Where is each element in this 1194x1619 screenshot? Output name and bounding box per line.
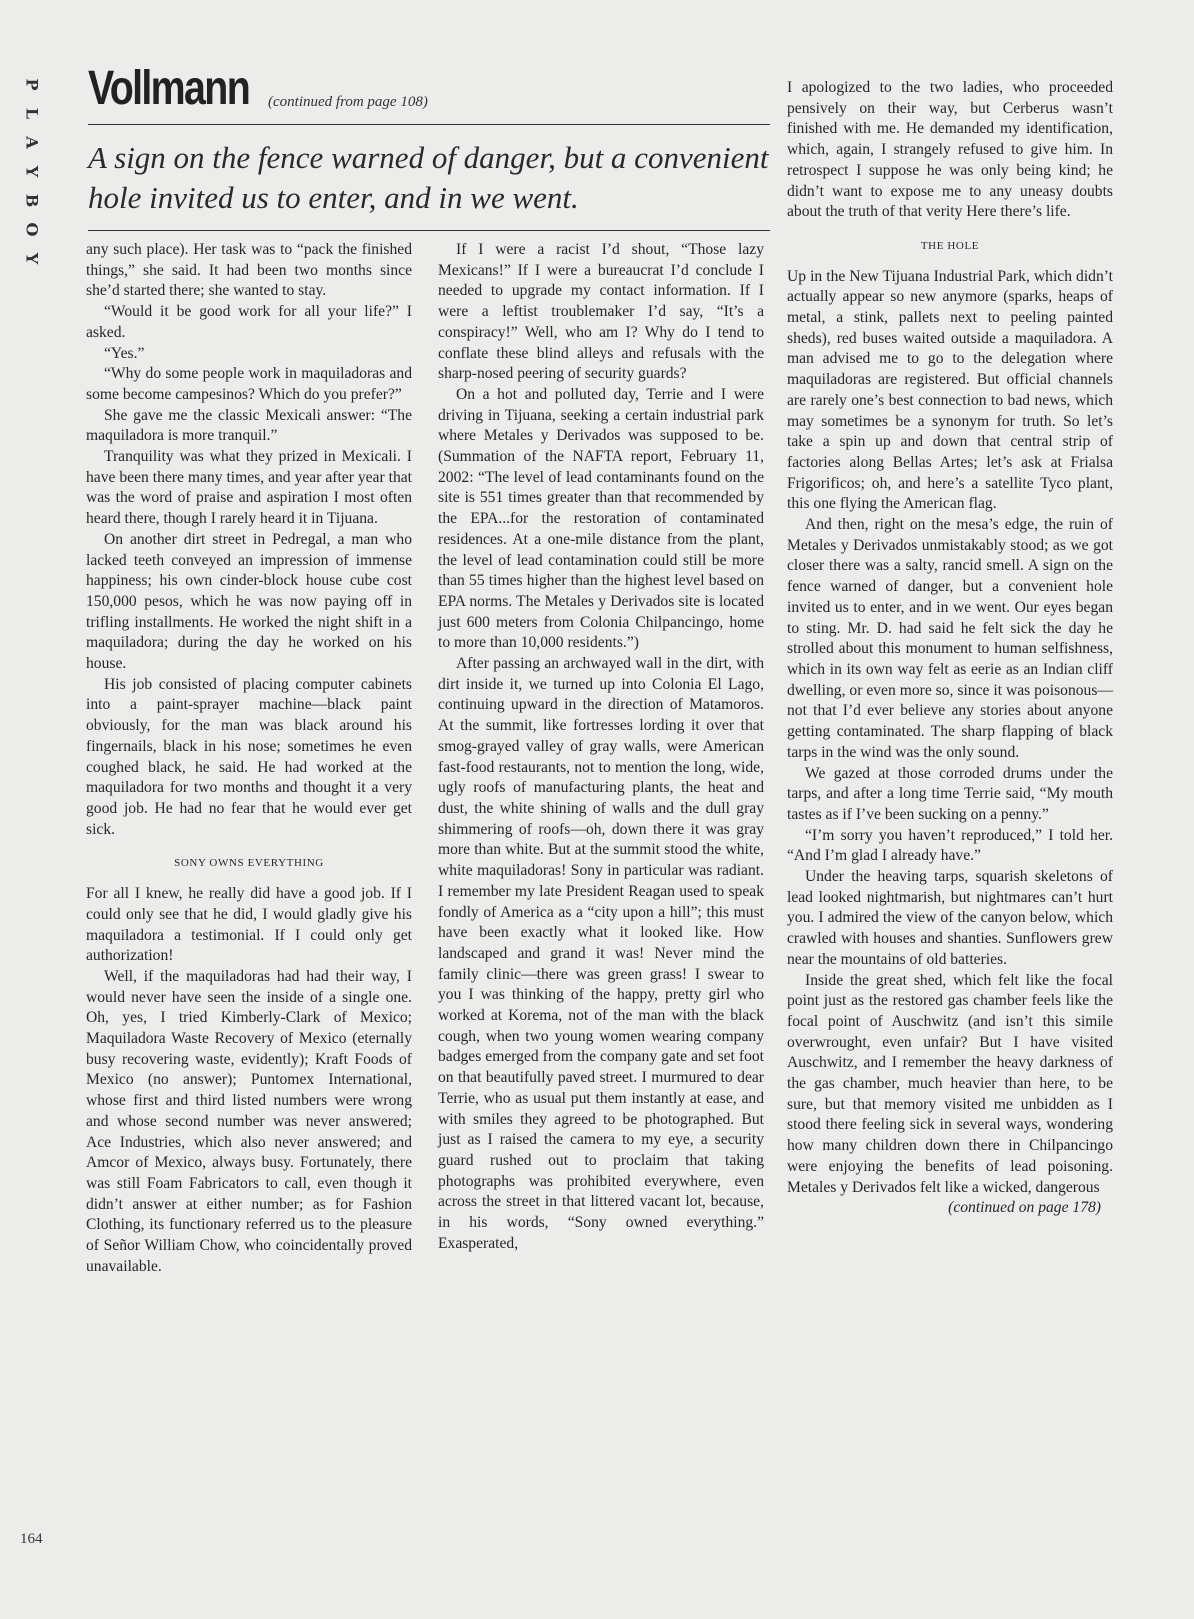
page-number: 164	[20, 1531, 43, 1547]
body-paragraph: “Would it be good work for all your life?” I asked.	[86, 303, 412, 341]
text-column-2	[438, 240, 764, 1254]
side-mark-letter: Y	[22, 252, 42, 265]
body-paragraph: She gave me the classic Mexicali answer: “The maquiladora is more tranquil.”	[86, 406, 412, 445]
body-paragraph: On another dirt street in Pedregal, a man who lacked teeth conveyed an impression of immense happiness; his own cinder-block house cube cost 150,000 pesos, which he was now paying off in trifling installments. He worked the night shift in a maquiladora; during the day he worked on his house.	[86, 530, 412, 673]
body-paragraph: “I’m sorry you haven’t reproduced,” I told her. “And I’m glad I already have.”	[787, 826, 1113, 865]
body-paragraph: “Why do some people work in maquiladoras and some become campesinos? Which do you prefer?”	[86, 365, 412, 403]
body-paragraph: On a hot and polluted day, Terrie and I were driving in Tijuana, seeking a certain industrial park where Metales y Derivados was supposed to be. (Summation of the NAFTA report, February 11, 2002: “The level of lead contaminants found on the site is 551 times greater than that recommended by the EPA...for the restoration of contaminated residences. At a one-mile distance from the plant, the level of lead contamination could still be more than 55 times higher than the highest level based on EPA norms. The Metales y Derivados site is located just 600 meters from Colonia Chilpancingo, home to more than 10,000 residents.”)	[438, 385, 764, 652]
side-mark-letter: O	[22, 222, 42, 237]
magazine-side-mark	[18, 70, 46, 273]
side-mark-letter: B	[22, 193, 42, 208]
body-paragraph: For all I knew, he really did have a good job. If I could only see that he did, I would gladly give his maquiladora a testimonial. If I could only get authorization!	[86, 885, 412, 965]
body-paragraph: Up in the New Tijuana Industrial Park, which didn’t actually appear so new anymore (sparks, heaps of metal, a stink, pallets next to peeling painted sheds), red buses waited outside a maquiladora. A man advised me to go to the delegation where maquiladoras are registered. But official channels are rarely one’s best connection to bad news, which may sometimes be a synonym for truth. So let’s take a spin up and down that central strip of factories along Bellas Artes; let’s ask at Frialsa Frigorificos; oh, and here’s a satellite Tyco plant, this one flying the American flag.	[787, 267, 1113, 513]
body-paragraph: And then, right on the mesa’s edge, the ruin of Metales y Derivados unmistakably stood; as we got closer there was a salty, rancid smell. A sign on the fence warned of danger, but a convenient hole invited us to enter, and in we went. Our eyes began to sting. Mr. D. had said he felt sick the day he strolled about this monument to human selfishness, which in its own way felt as eerie as an Indian cliff dwelling, or even more so, since it was poisonous—not that I’d ever believe any stories about anyone getting contaminated. The sharp flapping of black tarps in the wind was the only sound.	[787, 516, 1113, 761]
continued-from-note: (continued from page 108)	[268, 94, 428, 110]
side-mark-letter: P	[22, 78, 42, 91]
body-paragraph: If I were a racist I’d shout, “Those lazy Mexicans!” If I were a bureaucrat I’d conclude I needed to upgrade my contact information. If I were a leftist troublemaker I’d say, “It’s a conspiracy!” Well, who am I? Why do I tend to conflate these blind alleys and refusals with the sharp-nosed peering of security guards?	[438, 241, 764, 383]
text-column-1	[86, 240, 412, 1277]
side-mark-letter: L	[22, 107, 42, 120]
article-header	[88, 60, 770, 118]
body-paragraph: Tranquility was what they prized in Mexicali. I have been there many times, and year after year that was the word of praise and aspiration I most often heard there, though I rarely heard it in Tijuana.	[86, 448, 412, 528]
body-paragraph: We gazed at those corroded drums under the tarps, and after a long time Terrie said, “My mouth tastes as if I’ve been sucking on a penny.”	[787, 764, 1113, 823]
body-paragraph: Inside the great shed, which felt like the focal point just as the restored gas chamber feels like the focal point of Auschwitz (and isn’t this simile overwrought, even unfair? But I have visited Auschwitz, and I remember the heavy darkness of the gas chamber, much heavier than here, to be sure, but that memory visited me unbidden as I stood there feeling sick in several ways, wondering how many children down there in Chilpancingo were enjoying the benefits of lead poisoning. Metales y Derivados felt like a wicked, dangerous	[787, 971, 1113, 1196]
section-subhead: THE HOLE	[920, 239, 980, 252]
body-paragraph: His job consisted of placing computer cabinets into a paint-sprayer machine—black paint obviously, for the man was black around his fingernails, black in his nose; sometimes he even coughed black, he said. He had worked at the maquiladora for two months and thought it a very good job. He had no fear that he would ever get sick.	[86, 675, 412, 838]
body-paragraph: After passing an archwayed wall in the dirt, with dirt inside it, we turned up into Colonia El Lago, continuing upward in the direction of Matamoros. At the summit, like fortresses lording it over that smog-grayed valley of gray walls, were American fast-food restaurants, not to mention the long, wide, ugly roofs of manufacturing plants, the heat and dust, the white shining of walls and the dull gray shimmering of roofs—oh, down there it was gray more than white. But at the summit stood the white, white maquiladoras! Sony in particular was radiant. I remember my late President Reagan used to speak fondly of America as a “city upon a hill”; this must have been exactly what it looked like. How landscaped and grand it was! Never mind the family clinic—there was green grass! I swear to you I was thinking of the happy, pretty girl who worked at Korema, not of the man with the black cough, when two young women wearing company badges emerged from the company gate and set foot on that beautifully paved street. I murmured to dear Terrie, who as usual put them instantly at ease, and with smiles they agreed to be photographed. But just as I raised the camera to my eye, a security guard rushed out to proclaim that taking photographs was prohibited everywhere, even across the street in that littered vacant lot, because, in his words, “Sony owned everything.” Exasperated,	[438, 655, 764, 1252]
continued-on-note: (continued on page 178)	[948, 1199, 1101, 1217]
section-subhead: SONY OWNS EVERYTHING	[174, 857, 324, 870]
body-paragraph: any such place). Her task was to “pack the finished things,” she said. It had been two months since she’d started there; she wanted to stay.	[86, 241, 412, 300]
pull-quote: A sign on the fence warned of danger, but a convenient hole invited us to enter, and in we went.	[88, 140, 769, 215]
side-mark-letter: A	[22, 136, 42, 149]
body-paragraph: I apologized to the two ladies, who proceeded pensively on their way, but Cerberus wasn’t finished with me. He demanded my identification, which, again, I strangely refused to give him. In retrospect I suppose he was only being kind; he didn’t want to expose me to any uneasy doubts about the truth of that verity Here there’s life.	[787, 79, 1113, 221]
body-paragraph: Well, if the maquiladoras had had their way, I would never have seen the inside of a single one. Oh, yes, I tried Kimberly-Clark of Mexico; Maquiladora Waste Recovery of Mexico (eternally busy recovering waste, evidently); Kraft Foods of Mexico (no answer); Puntomex International, whose first and third listed numbers were wrong and whose second number was never answered; Ace Industries, which also never answered; and Amcor of Mexico, always busy. Fortunately, there was still Foam Fabricators to call, even though it didn’t answer at either number; as for Fashion Clothing, its functionary referred us to the pleasure of Señor William Chow, who coincidentally proved unavailable.	[86, 967, 412, 1275]
header-rule-top	[88, 124, 770, 125]
header-rule-bottom	[88, 230, 770, 231]
article-title: Vollmann	[88, 62, 250, 115]
side-mark-letter: Y	[22, 165, 42, 178]
body-paragraph: Under the heaving tarps, squarish skeletons of lead looked nightmarish, but nightmares can’t hurt you. I admired the view of the canyon below, which crawled with houses and shanties. Sunflowers grew near the mountains of old batteries.	[787, 868, 1113, 968]
text-column-3	[787, 78, 1113, 1219]
body-paragraph: “Yes.”	[104, 344, 145, 362]
